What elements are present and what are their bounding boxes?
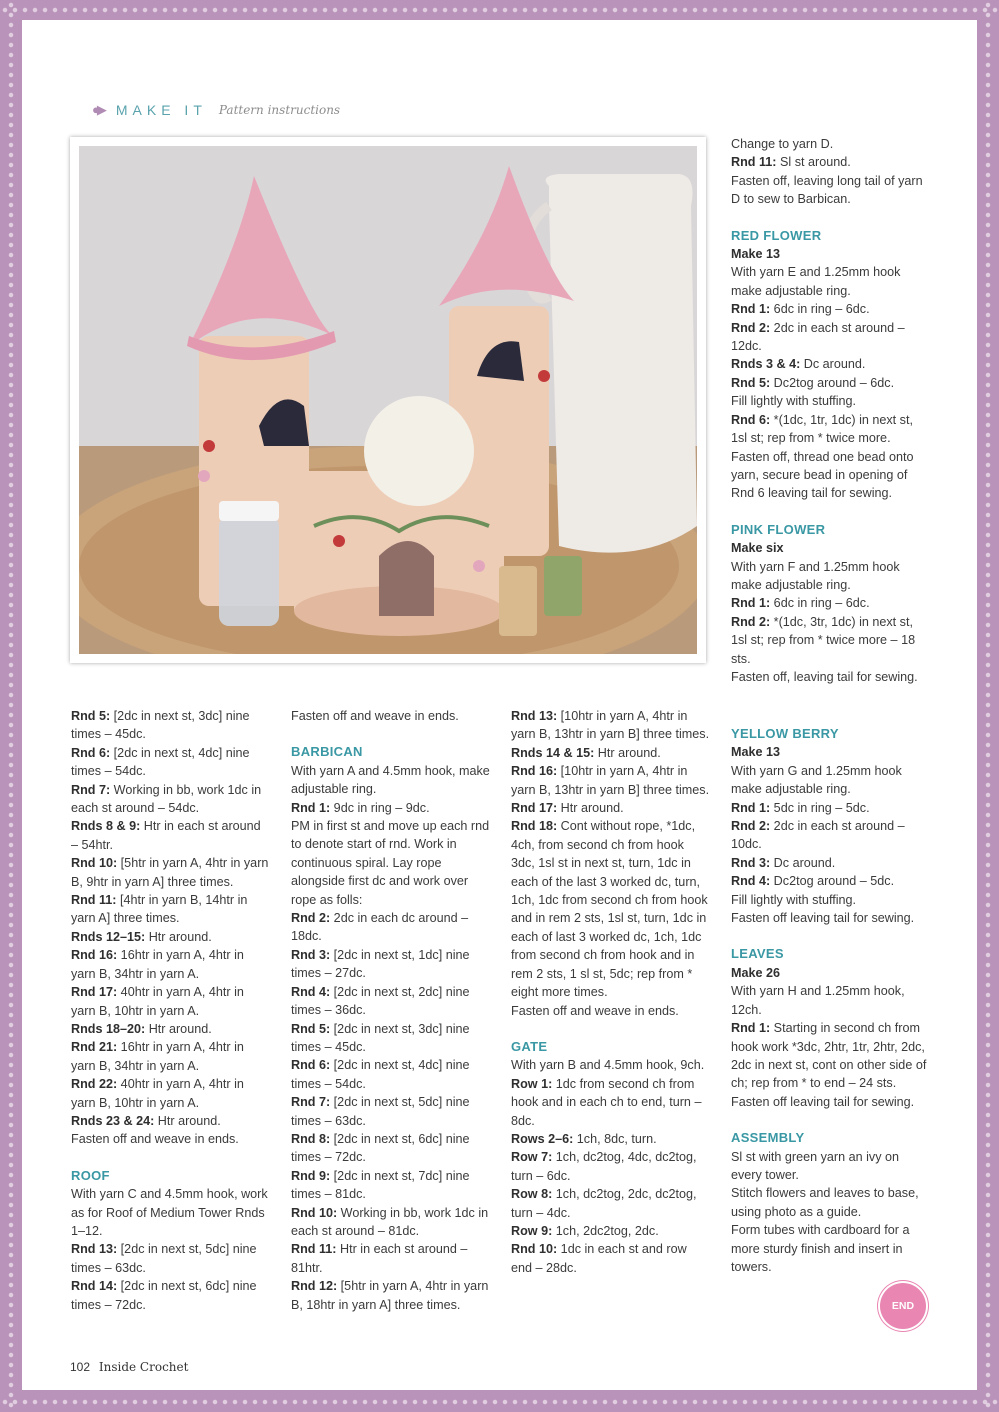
- instruction-text: [2dc in next st, 5dc] nine times – 63dc.: [291, 1095, 470, 1128]
- instruction-line: [511, 1002, 711, 1020]
- instruction-text: Htr in each st around – 54htr.: [71, 819, 261, 852]
- instruction-label: Rnd 5:: [291, 1021, 331, 1036]
- instruction-line: [511, 1185, 711, 1222]
- instruction-text: Form tubes with cardboard for a more sturdy finish and insert in towers.: [731, 1223, 910, 1274]
- instruction-line: [731, 263, 931, 300]
- instruction-text: 40htr in yarn A, 4htr in yarn B, 10htr in yarn A.: [71, 1077, 244, 1110]
- instruction-text: [2dc in next st, 2dc] nine times – 36dc.: [291, 984, 470, 1018]
- column-4-bottom: [731, 725, 931, 1276]
- instruction-label: Rows 2–6:: [511, 1131, 574, 1146]
- spacer: [291, 725, 491, 743]
- instruction-text: 2dc in each dc around – 18dc.: [291, 911, 469, 944]
- instruction-line: [291, 1020, 491, 1057]
- instruction-text: With yarn G and 1.25mm hook make adjustable ring.: [731, 763, 902, 797]
- instruction-text: [2dc in next st, 7dc] nine times – 81dc.: [291, 1168, 470, 1202]
- instruction-text: Fasten off and weave in ends.: [291, 709, 459, 723]
- instruction-line: [71, 707, 271, 744]
- instruction-text: Starting in second ch from hook work *3dc, 2htr, 1tr, 2htr, 2dc, 2dc in next st, cont on other side of ch; rep from * to end – 24 sts.: [731, 1021, 927, 1091]
- instruction-label: Rnd 7:: [71, 782, 111, 797]
- instruction-line: [291, 799, 491, 817]
- section-heading: ROOF: [71, 1167, 110, 1183]
- instruction-line: [71, 1277, 271, 1314]
- instruction-line: [291, 1167, 491, 1204]
- instruction-line: [731, 982, 931, 1019]
- instruction-line: [71, 1112, 271, 1130]
- instruction-text: With yarn B and 4.5mm hook, 9ch.: [511, 1058, 705, 1073]
- instruction-text: 1dc from second ch from hook and in each ch to end, turn – 8dc.: [511, 1076, 702, 1128]
- instruction-text: Fasten off and weave in ends.: [71, 1132, 239, 1147]
- project-photo: [70, 137, 706, 663]
- make-count: Make six: [731, 541, 784, 556]
- instruction-label: Rnd 17:: [511, 801, 558, 816]
- instruction-text: Htr around.: [594, 745, 661, 760]
- instruction-text: 6dc in ring – 6dc.: [770, 302, 870, 317]
- instruction-line: [71, 928, 271, 946]
- instruction-text: Fasten off, leaving tail for sewing.: [731, 669, 918, 684]
- instruction-text: Htr in each st around – 81htr.: [291, 1242, 468, 1275]
- section-title: MAKE IT: [115, 102, 207, 118]
- instruction-text: *(1dc, 3tr, 1dc) in next st, 1sl st; rep from * twice more – 18 sts.: [731, 614, 916, 666]
- instruction-line: [291, 909, 491, 946]
- column-3: [511, 707, 711, 1277]
- column-1: [71, 707, 271, 1314]
- instruction-label: Rnd 10:: [71, 856, 118, 871]
- instruction-label: Rnd 1:: [731, 800, 771, 815]
- instruction-text: 40htr in yarn A, 4htr in yarn B, 10htr in yarn A.: [71, 985, 244, 1018]
- instruction-label: Rnds 14 & 15:: [511, 745, 595, 760]
- instruction-line: [71, 1240, 271, 1277]
- instruction-text: [2dc in next st, 4dc] nine times – 54dc.: [291, 1058, 470, 1091]
- instruction-text: Htr around.: [557, 801, 624, 816]
- instruction-text: With yarn C and 4.5mm hook, work as for Roof of Medium Tower Rnds 1–12.: [71, 1187, 268, 1238]
- instruction-text: [2dc in next st, 3dc] nine times – 45dc.: [71, 709, 250, 742]
- spacer: [731, 1111, 931, 1129]
- instruction-text: Fasten off and weave in ends.: [511, 1003, 679, 1018]
- page-footer: [70, 1360, 188, 1374]
- instruction-line: [71, 781, 271, 818]
- instruction-text: Sl st with green yarn an ivy on every tower.: [731, 1149, 899, 1182]
- instruction-text: 1ch, 8dc, turn.: [573, 1131, 657, 1146]
- section-subtitle: Pattern instructions: [218, 103, 341, 117]
- instruction-line: [731, 319, 931, 356]
- instruction-text: 16htr in yarn A, 4htr in yarn B, 34htr in yarn A.: [71, 948, 244, 981]
- instruction-line: [731, 135, 931, 153]
- instruction-line: [291, 1204, 491, 1241]
- section-heading: ASSEMBLY: [731, 1130, 805, 1146]
- instruction-line: [731, 854, 931, 872]
- instruction-line: [291, 1240, 491, 1277]
- instruction-text: Sl st around.: [776, 155, 851, 170]
- instruction-line: [731, 594, 931, 612]
- instruction-text: 9dc in ring – 9dc.: [330, 800, 430, 815]
- instruction-label: Row 7:: [511, 1150, 553, 1165]
- instruction-line: [731, 300, 931, 318]
- instruction-line: [71, 1038, 271, 1075]
- instruction-label: Rnds 3 & 4:: [731, 357, 801, 372]
- instruction-label: Rnd 10:: [291, 1205, 338, 1220]
- instruction-line: [71, 817, 271, 854]
- instruction-label: Rnds 12–15:: [71, 929, 146, 944]
- instruction-label: Rnd 13:: [71, 1242, 118, 1257]
- instruction-text: 1dc in each st and row end – 28dc.: [511, 1242, 687, 1275]
- instruction-text: Htr around.: [145, 1021, 212, 1036]
- instruction-label: Rnd 6:: [291, 1058, 331, 1073]
- instruction-label: Rnd 1:: [731, 302, 771, 317]
- instruction-line: [731, 1184, 931, 1221]
- instruction-line: [291, 1093, 491, 1130]
- instruction-text: Fill lightly with stuffing.: [731, 892, 857, 907]
- instruction-label: Rnd 21:: [71, 1040, 118, 1055]
- section-heading: RED FLOWER: [731, 227, 822, 243]
- instruction-text: 1ch, 2dc2tog, 2dc.: [552, 1223, 659, 1238]
- instruction-text: [4htr in yarn B, 14htr in yarn A] three times.: [71, 893, 248, 926]
- instruction-line: [511, 707, 711, 744]
- instruction-text: [2dc in next st, 5dc] nine times – 63dc.: [71, 1242, 257, 1275]
- instruction-text: Working in bb, work 1dc in each st around – 81dc.: [291, 1205, 489, 1238]
- instruction-label: Rnd 16:: [511, 764, 558, 779]
- instruction-line: [291, 1277, 491, 1314]
- instruction-text: Dc around.: [800, 357, 866, 372]
- instruction-line: [511, 762, 711, 799]
- instruction-label: Rnd 1:: [731, 1021, 771, 1036]
- instruction-text: [2dc in next st, 1dc] nine times – 27dc.: [291, 947, 470, 981]
- instruction-label: Rnd 6:: [731, 412, 771, 427]
- instruction-text: With yarn H and 1.25mm hook, 12ch.: [731, 984, 905, 1017]
- instruction-line: [511, 1130, 711, 1148]
- decorative-border-bottom: [0, 1392, 999, 1412]
- instruction-text: With yarn F and 1.25mm hook make adjustable ring.: [731, 559, 900, 592]
- make-count: Make 13: [731, 247, 781, 262]
- instruction-text: Fill lightly with stuffing.: [731, 394, 857, 409]
- instruction-line: [731, 411, 931, 448]
- instruction-text: Fasten off leaving tail for sewing.: [731, 1094, 915, 1109]
- instruction-label: Rnd 4:: [291, 984, 331, 999]
- instruction-line: [731, 558, 931, 595]
- instruction-label: Rnd 2:: [731, 320, 771, 335]
- column-2: [291, 707, 491, 1314]
- instruction-text: 6dc in ring – 6dc.: [770, 596, 870, 611]
- instruction-line: [511, 1075, 711, 1130]
- instruction-label: Rnd 11:: [731, 155, 777, 170]
- instruction-label: Rnd 1:: [291, 800, 331, 815]
- instruction-line: [731, 909, 931, 927]
- instruction-line: [731, 872, 931, 890]
- instruction-line: [511, 1222, 711, 1240]
- instruction-line: [731, 668, 931, 686]
- instruction-text: [5htr in yarn A, 4htr in yarn B, 9htr in yarn A] three times.: [71, 856, 269, 889]
- column-4-top: [731, 135, 931, 686]
- instruction-text: Cont without rope, *1dc, 4ch, from second ch from hook 3dc, 1sl st in next st, turn, 1dc in each of the last 3 worked dc, turn, 1ch, 1dc from second ch from hook and in rem 2 sts, 1sl st, turn, 1dc in each of last 3 worked dc, 1ch, 1dc from second ch from hook and in rem 2 sts, 1 sl st, 5dc; rep from * eight more times.: [511, 819, 708, 1000]
- instruction-label: Rnd 14:: [71, 1279, 118, 1294]
- spacer: [731, 209, 931, 227]
- instruction-text: [5htr in yarn A, 4htr in yarn B, 18htr in yarn A] three times.: [291, 1279, 489, 1312]
- end-badge: END: [880, 1283, 926, 1329]
- instruction-text: 5dc in ring – 5dc.: [770, 800, 870, 815]
- instruction-label: Rnd 7:: [291, 1095, 331, 1110]
- instruction-line: [731, 1093, 931, 1111]
- instruction-text: 2dc in each st around – 12dc.: [731, 320, 905, 354]
- instruction-text: Htr around.: [145, 929, 212, 944]
- instruction-line: [731, 448, 931, 503]
- instruction-line: [731, 374, 931, 392]
- section-header: [92, 100, 340, 120]
- instruction-label: Rnd 4:: [731, 874, 771, 889]
- instruction-line: [731, 817, 931, 854]
- instruction-label: Row 9:: [511, 1223, 553, 1238]
- crochet-castle-illustration: [79, 146, 697, 654]
- instruction-text: [2dc in next st, 4dc] nine times – 54dc.: [71, 745, 250, 779]
- instruction-line: [511, 799, 711, 817]
- instruction-text: With yarn A and 4.5mm hook, make adjustable ring.: [291, 763, 490, 797]
- instruction-text: 1ch, dc2tog, 2dc, dc2tog, turn – 4dc.: [511, 1187, 697, 1220]
- make-count: Make 26: [731, 965, 781, 980]
- instruction-line: [511, 817, 711, 1001]
- instruction-line: [71, 1020, 271, 1038]
- instruction-label: Rnd 11:: [71, 893, 117, 908]
- instruction-text: Fasten off, leaving long tail of yarn D to sew to Barbican.: [731, 173, 923, 207]
- instruction-line: [731, 392, 931, 410]
- instruction-line: [291, 762, 491, 799]
- instruction-line: [71, 1185, 271, 1240]
- instruction-text: Dc around.: [770, 855, 836, 870]
- instruction-line: [71, 983, 271, 1020]
- instruction-text: 16htr in yarn A, 4htr in yarn B, 34htr in yarn A.: [71, 1040, 244, 1073]
- instruction-line: [291, 1056, 491, 1093]
- instruction-label: Rnds 18–20:: [71, 1021, 146, 1036]
- spacer: [731, 927, 931, 945]
- instruction-text: *(1dc, 1tr, 1dc) in next st, 1sl st; rep from * twice more.: [731, 412, 913, 446]
- instruction-label: Rnd 2:: [291, 911, 331, 926]
- instruction-label: Rnd 13:: [511, 709, 558, 723]
- instruction-text: [10htr in yarn A, 4htr in yarn B, 13htr in yarn B] three times.: [511, 764, 710, 797]
- instruction-line: [291, 946, 491, 983]
- decorative-border-left: [0, 0, 22, 1412]
- instruction-text: 1ch, dc2tog, 4dc, dc2tog, turn – 6dc.: [511, 1150, 697, 1183]
- instruction-line: [511, 1056, 711, 1074]
- instruction-text: Change to yarn D.: [731, 137, 834, 151]
- page-number: 102: [70, 1360, 91, 1374]
- instruction-text: [10htr in yarn A, 4htr in yarn B, 13htr in yarn B] three times.: [511, 709, 710, 742]
- magazine-title: Inside Crochet: [98, 1360, 189, 1374]
- instruction-label: Rnd 10:: [511, 1242, 558, 1257]
- instruction-label: Rnd 3:: [291, 947, 331, 962]
- instruction-text: Fasten off, thread one bead onto yarn, secure bead in opening of Rnd 6 leaving tail for sewing.: [731, 449, 914, 501]
- instruction-label: Rnd 12:: [291, 1279, 338, 1294]
- spacer: [511, 1020, 711, 1038]
- instruction-text: Htr around.: [154, 1113, 221, 1128]
- instruction-label: Rnd 8:: [291, 1131, 331, 1146]
- section-heading: GATE: [511, 1038, 548, 1054]
- instruction-text: Working in bb, work 1dc in each st around – 54dc.: [71, 782, 262, 816]
- instruction-label: Row 8:: [511, 1187, 553, 1202]
- instruction-label: Rnd 6:: [71, 745, 111, 760]
- instruction-label: Rnds 8 & 9:: [71, 819, 141, 834]
- instruction-label: Row 1:: [511, 1076, 553, 1091]
- instruction-line: [71, 744, 271, 781]
- instruction-line: [731, 1148, 931, 1185]
- instruction-label: Rnd 2:: [731, 819, 771, 834]
- instruction-line: [291, 1130, 491, 1167]
- instruction-line: [731, 1221, 931, 1276]
- instruction-text: Fasten off leaving tail for sewing.: [731, 911, 915, 926]
- instruction-line: [731, 799, 931, 817]
- section-heading: LEAVES: [731, 946, 784, 962]
- instruction-label: Rnd 18:: [511, 819, 558, 834]
- instruction-label: Rnd 2:: [731, 614, 771, 629]
- instruction-label: Rnd 5:: [71, 709, 111, 723]
- make-count: Make 13: [731, 745, 781, 760]
- instruction-line: [71, 1130, 271, 1148]
- instruction-line: [511, 744, 711, 762]
- instruction-label: Rnd 3:: [731, 855, 771, 870]
- instruction-line: [731, 355, 931, 373]
- instruction-text: Stitch flowers and leaves to base, using photo as a guide.: [731, 1186, 919, 1219]
- instruction-line: [511, 1240, 711, 1277]
- instruction-line: [731, 762, 931, 799]
- instruction-text: [2dc in next st, 6dc] nine times – 72dc.: [71, 1279, 257, 1312]
- section-heading: PINK FLOWER: [731, 521, 826, 537]
- instruction-text: 2dc in each st around – 10dc.: [731, 819, 905, 852]
- instruction-line: [731, 1019, 931, 1093]
- decorative-border-top: [0, 0, 999, 20]
- instruction-label: Rnd 9:: [291, 1168, 331, 1183]
- instruction-line: [71, 946, 271, 983]
- instruction-line: [71, 891, 271, 928]
- instruction-line: [731, 613, 931, 668]
- section-heading: YELLOW BERRY: [731, 726, 839, 741]
- arrow-icon: ●▶: [92, 102, 104, 117]
- instruction-label: Rnd 22:: [71, 1077, 118, 1092]
- instruction-line: [731, 172, 931, 209]
- instruction-label: Rnd 11:: [291, 1242, 337, 1257]
- instruction-line: [731, 891, 931, 909]
- instruction-text: [2dc in next st, 6dc] nine times – 72dc.: [291, 1131, 470, 1165]
- instruction-line: [291, 817, 491, 909]
- instruction-label: Rnd 17:: [71, 985, 118, 1000]
- instruction-text: PM in first st and move up each rnd to denote start of rnd. Work in continuous spiral. Lay rope alongside first dc and work over rope as folls:: [291, 819, 490, 907]
- instruction-line: [731, 153, 931, 171]
- instruction-line: [291, 983, 491, 1020]
- instruction-text: [2dc in next st, 3dc] nine times – 45dc.: [291, 1021, 470, 1054]
- section-heading: BARBICAN: [291, 744, 363, 760]
- instruction-line: [71, 1075, 271, 1112]
- instruction-text: Dc2tog around – 5dc.: [770, 874, 895, 889]
- instruction-text: Dc2tog around – 6dc.: [770, 375, 895, 390]
- instruction-label: Rnd 5:: [731, 375, 771, 390]
- decorative-border-right: [977, 0, 999, 1412]
- instruction-line: [511, 1148, 711, 1185]
- instruction-label: Rnds 23 & 24:: [71, 1113, 155, 1128]
- spacer: [731, 503, 931, 521]
- instruction-label: Rnd 16:: [71, 948, 118, 963]
- spacer: [71, 1149, 271, 1167]
- instruction-line: [291, 707, 491, 725]
- instruction-label: Rnd 1:: [731, 596, 771, 611]
- instruction-line: [71, 854, 271, 891]
- instruction-text: With yarn E and 1.25mm hook make adjustable ring.: [731, 265, 901, 298]
